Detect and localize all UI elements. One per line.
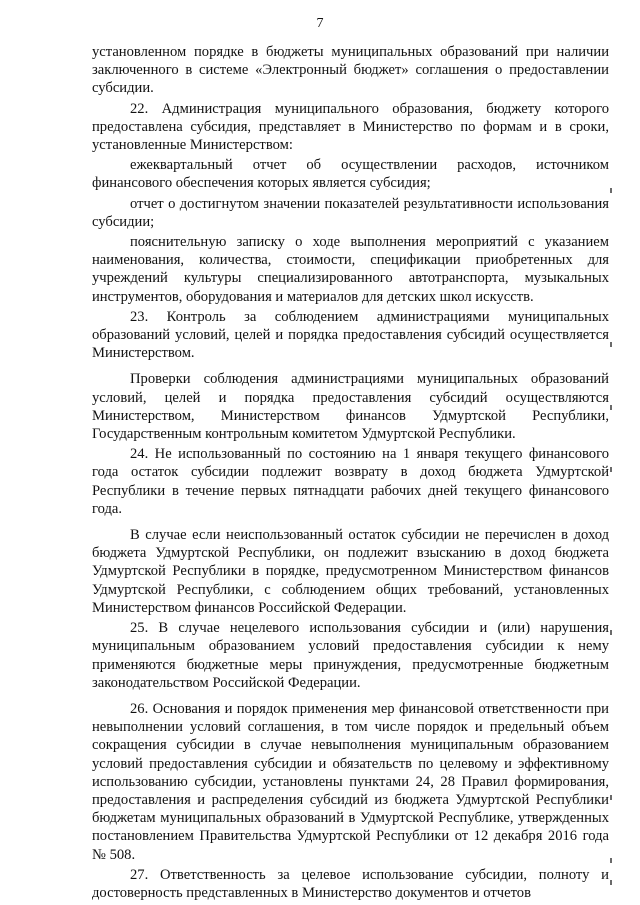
paragraph-quarterly-report: ежеквартальный отчет об осуществлении расходов, источником финансового обеспечения которых является субсидия; — [92, 157, 609, 192]
paragraph-22: 22. Администрация муниципального образования, бюджету которого предоставлена субсидия, представляет в Министерство по формам и в сроки, установленные Министерством: — [92, 100, 609, 154]
scan-edge-mark — [610, 880, 612, 885]
paragraph-23: 23. Контроль за соблюдением администрациями муниципальных образований условий, целей и порядка предоставления субсидий осуществляется Министерством. — [92, 308, 609, 362]
paragraph-24: 24. Не использованный по состоянию на 1 января текущего финансового года остаток субсидии подлежит возврату в доход бюджета Удмуртской Республики в течение первых пятнадцати рабочих дней текущего финансового года. — [92, 446, 609, 517]
paragraph-unused-balance: В случае если неиспользованный остаток субсидии не перечислен в доход бюджета Удмуртской Республики, он подлежит взысканию в доход бюджета Удмуртской Республики в порядке, предусмотренном Министерством финансов Удмуртской Республики, с соблюдением общих требований, установленных Министерством финансов Российской Федерации. — [92, 527, 609, 616]
paragraph-performance-report: отчет о достигнутом значении показателей результативности использования субсидии; — [92, 195, 609, 230]
scan-edge-mark — [610, 858, 612, 863]
paragraph-25: 25. В случае нецелевого использования субсидии и (или) нарушения муниципальным образованием условий предоставления субсидии к нему применяются бюджетные меры принуждения, предусмотренные бюджетным законодательством Российской Федерации. — [92, 620, 609, 691]
scan-edge-mark — [610, 342, 612, 347]
scan-edge-mark — [610, 630, 612, 635]
paragraph-inspections: Проверки соблюдения администрациями муниципальных образований условий, целей и порядка предоставления субсидий осуществляются Министерством, Министерством финансов Удмуртской Республики, Государственным контрольным комитетом Удмуртской Республики. — [92, 371, 609, 443]
scan-edge-mark — [610, 405, 612, 410]
paragraph-explanatory-note: пояснительную записку о ходе выполнения мероприятий с указанием наименования, количества, стоимости, спецификации приобретенных для учреждений культуры специализированного автотранспорта, музыкальных инструментов, оборудования и материалов для детских школ искусств. — [92, 234, 609, 305]
scan-edge-mark — [610, 795, 612, 800]
scan-edge-mark — [610, 188, 612, 193]
page-number: 7 — [316, 16, 324, 31]
paragraph-27: 27. Ответственность за целевое использование субсидии, полноту и достоверность представленных в Министерство документов и отчетов — [92, 866, 609, 901]
document-body — [92, 43, 609, 902]
scan-edge-mark — [610, 467, 612, 472]
paragraph-continuation: установленном порядке в бюджеты муниципальных образований при наличии заключенного в системе «Электронный бюджет» соглашения о предоставлении субсидии. — [92, 44, 609, 97]
paragraph-26: 26. Основания и порядок применения мер финансовой ответственности при невыполнении условий соглашения, в том числе порядок и предельный объем сокращения субсидии в случае невыполнения муниципальным образованием условий предоставления субсидии и обязательств по целевому и эффективному использованию субсидии, установлены пунктами 24, 28 Правил формирования, предоставления и распределения субсидий из бюджета Удмуртской Республики бюджетам муниципальных образований в Удмуртской Республике, утвержденных постановлением Правительства Удмуртской Республики от 12 декабря 2016 года № 508. — [92, 700, 609, 863]
